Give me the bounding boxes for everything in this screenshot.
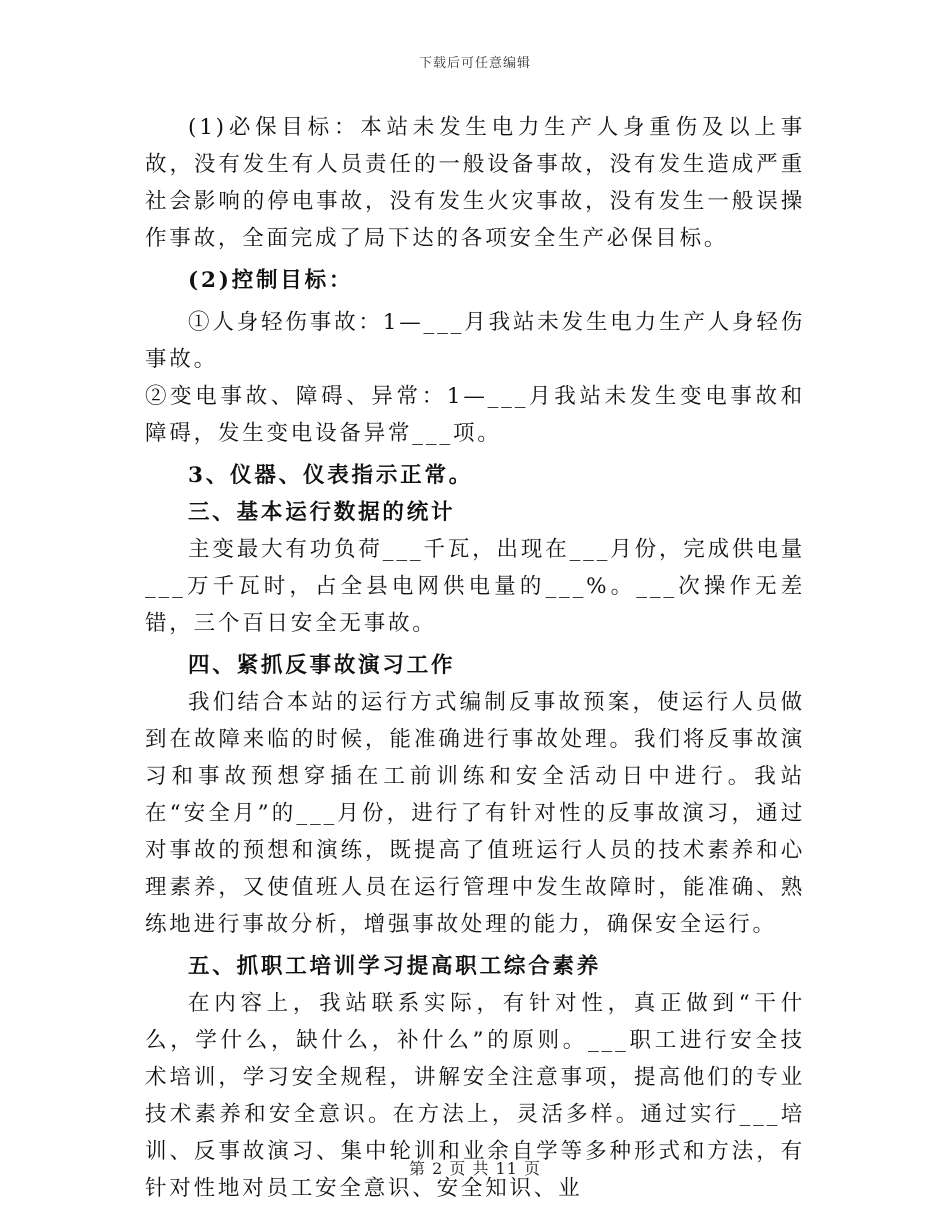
heading-control-targets: (2)控制目标：	[188, 268, 354, 293]
paragraph-anti-accident-drill: 我们结合本站的运行方式编制反事故预案，使运行人员做到在故障来临的时候，能准确进行事故处理。我们将反事故演习和事故预想穿插在工前训练和安全活动日中进行。我站在“安全月”的___月份，进行了有针对性的反事故演习，通过对事故的预想和演练，既提高了值班运行人员的技术素养和心理素养，又使值班人员在运行管理中发生故障时，能准确、熟练地进行事故分析，增强事故处理的能力，确保安全运行。	[145, 690, 805, 937]
heading-staff-training: 五、抓职工培训学习提高职工综合素养	[188, 954, 602, 979]
paragraph-personal-injury: ①人身轻伤事故：1—___月我站未发生电力生产人身轻伤事故。	[145, 310, 805, 372]
heading-instruments-normal: 3、仪器、仪表指示正常。	[188, 463, 474, 488]
page-header-note: 下载后可任意编辑	[418, 56, 531, 71]
paragraph-substation-faults: ②变电事故、障碍、异常：1—___月我站未发生变电事故和障碍，发生变电设备异常___项。	[145, 384, 805, 446]
paragraph-staff-training: 在内容上，我站联系实际，有针对性，真正做到“干什么，学什么，缺什么，补什么”的原则。___职工进行安全技术培训，学习安全规程，讲解安全注意事项，提高他们的专业技术素养和安全意识。在方法上，灵活多样。通过实行___培训、反事故演习、集中轮训和业余自学等多种形式和方法，有针对性地对员工安全意识、安全知识、业	[145, 991, 805, 1201]
heading-anti-accident-drill: 四、紧抓反事故演习工作	[188, 653, 456, 678]
page-number-footer: 第 2 页 共 11 页	[409, 1159, 541, 1178]
heading-operation-statistics: 三、基本运行数据的统计	[188, 500, 456, 525]
paragraph-must-guarantee-targets: (1)必保目标：本站未发生电力生产人身重伤及以上事故，没有发生有人员责任的一般设备事故，没有发生造成严重社会影响的停电事故，没有发生火灾事故，没有发生一般误操作事故，全面完成了局下达的各项安全生产必保目标。	[145, 115, 805, 251]
paragraph-operation-statistics: 主变最大有功负荷___千瓦，出现在___月份，完成供电量___万千瓦时，占全县电网供电量的___%。___次操作无差错，三个百日安全无事故。	[145, 537, 805, 636]
document-body	[145, 109, 805, 1207]
